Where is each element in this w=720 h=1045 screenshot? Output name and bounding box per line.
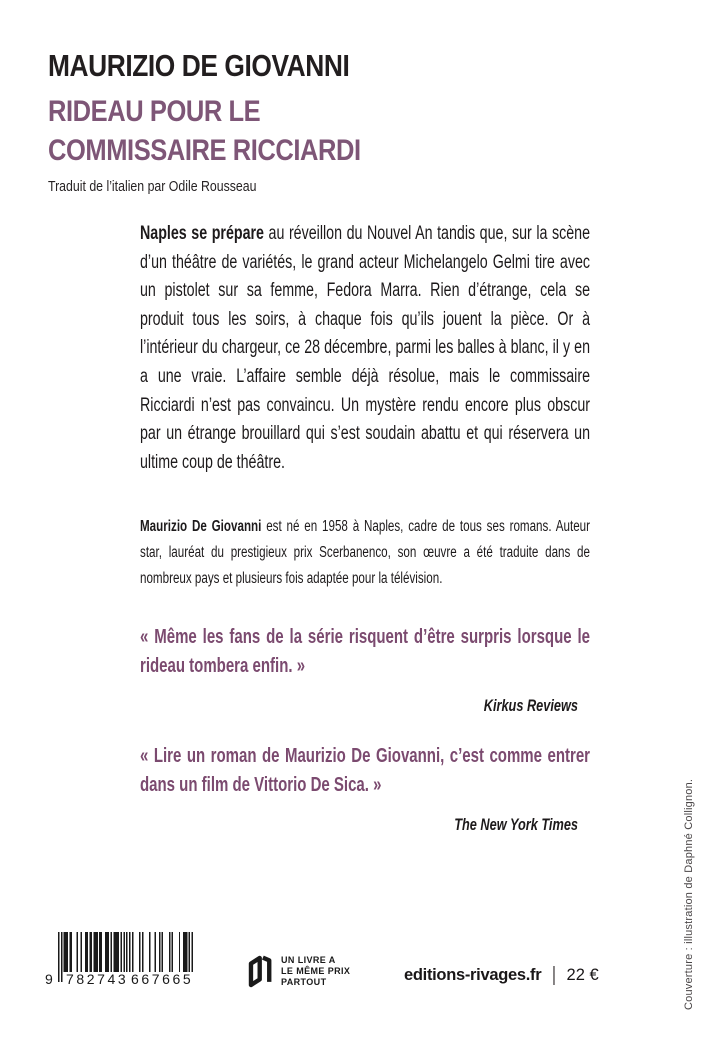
- open-book-icon: [247, 951, 274, 992]
- bio-lead: Maurizio De Giovanni: [140, 518, 262, 536]
- review-quote-nyt: [140, 742, 590, 839]
- ean13-barcode: [44, 932, 204, 990]
- synopsis-lead: Naples se prépare: [140, 223, 264, 244]
- slogan-line2: LE MÊME PRIX: [281, 966, 351, 976]
- publisher-price-line: [404, 964, 599, 987]
- price-tag: 22 €: [566, 966, 599, 984]
- fixed-price-slogan: [281, 955, 350, 988]
- slogan-line3: PARTOUT: [281, 977, 327, 987]
- barcode-digits-right: 667665: [131, 971, 194, 987]
- synopsis-text: au réveillon du Nouvel An tandis que, sur la scène d’un théâtre de variétés, le grand acteur Michelangelo Gelmi tire avec un pistolet sur sa femme, Fedora Marra. Rien d’étrange, cela se produit tous les soirs, à chaque fois qu’ils jouent la pièce. Or à l’intérieur du chargeur, ce 28 décembre, parmi les balles à blanc, il y en a une vraie. L’affaire semble déjà résolue, mais le commissaire Ricciardi n’est pas convaincu. Un mystère rendu encore plus obscur par un étrange brouillard qui s’est soudain abattu et qui réservera un ultime coup de théâtre.: [140, 223, 590, 473]
- masthead: [48, 48, 524, 195]
- translator-credit: Traduit de l’italien par Odile Rousseau: [48, 179, 257, 195]
- book-title: [48, 92, 524, 170]
- review-quote-kirkus: [140, 623, 590, 720]
- review-source: The New York Times: [454, 814, 578, 834]
- bio-text: est né en 1958 à Naples, cadre de tous ses romans. Auteur star, lauréat du prestigieux prix Scerbanenco, son œuvre a été traduite dans de nombreux pays et plusieurs fois adaptée pour la télévision.: [140, 518, 590, 587]
- body-column: [140, 220, 590, 839]
- review-quote-text: « Lire un roman de Maurizio De Giovanni, c’est comme entrer dans un film de Vittorio De Sica. »: [140, 744, 590, 796]
- synopsis-paragraph: [140, 220, 590, 477]
- book-title-line2: COMMISSAIRE RICCIARDI: [48, 134, 361, 167]
- review-quote-text: « Même les fans de la série risquent d’être surpris lorsque le rideau tombera enfin. »: [140, 625, 590, 677]
- book-title-line1: RIDEAU POUR LE: [48, 95, 261, 128]
- slogan-line1: UN LIVRE A: [281, 955, 336, 965]
- fixed-book-price-logo: [247, 951, 350, 992]
- cover-illustration-credit: Couverture : illustration de Daphné Collignon.: [683, 778, 695, 1010]
- author-name: MAURIZIO DE GIOVANNI: [48, 48, 350, 83]
- separator-bar: |: [551, 964, 557, 986]
- barcode-digits-left: 782743: [66, 971, 129, 987]
- review-source: Kirkus Reviews: [483, 695, 578, 715]
- barcode-digit-first: 9: [45, 971, 53, 987]
- publisher-website: editions-rivages.fr: [404, 966, 542, 984]
- author-bio-paragraph: [140, 514, 590, 591]
